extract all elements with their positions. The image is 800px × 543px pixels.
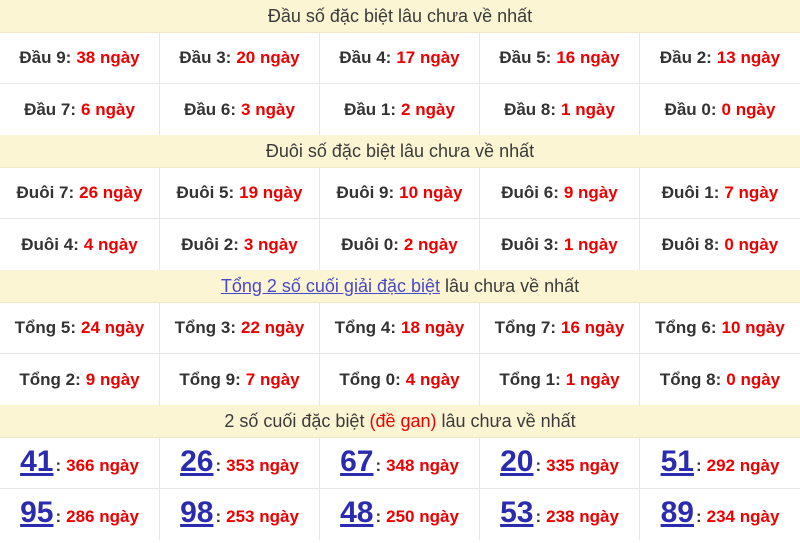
stat-label: Tổng 6: xyxy=(655,318,717,337)
stat-cell xyxy=(320,33,480,84)
gan-days: 335 ngày xyxy=(546,456,619,475)
stat-label: Tổng 3: xyxy=(174,318,237,337)
stat-cell xyxy=(0,168,160,219)
gan-cell xyxy=(320,489,480,540)
gan-cell xyxy=(0,438,160,489)
stat-label: Đầu 8: xyxy=(504,99,557,119)
stat-value: 13 ngày xyxy=(716,48,781,67)
stat-value: 2 ngày xyxy=(401,99,455,119)
gan-number-link[interactable]: 95 xyxy=(20,496,54,529)
gan-days: 286 ngày xyxy=(66,507,139,526)
gan-days: 253 ngày xyxy=(226,507,299,526)
stat-cell xyxy=(640,168,800,219)
gan-number-link[interactable]: 98 xyxy=(180,496,214,529)
gan-number-link[interactable]: 51 xyxy=(660,445,694,478)
stat-cell xyxy=(480,168,640,219)
stat-cell xyxy=(640,219,800,270)
section-tong-title-rest: lâu chưa về nhất xyxy=(440,275,580,296)
section-dau-grid xyxy=(0,33,800,135)
gan-days: 292 ngày xyxy=(706,456,780,475)
stat-label: Tổng 8: xyxy=(659,369,722,389)
stat-cell xyxy=(320,303,480,354)
colon: : xyxy=(695,456,702,475)
stat-cell xyxy=(480,354,640,405)
stat-cell xyxy=(640,84,800,135)
gan-cell xyxy=(640,489,800,540)
stat-cell xyxy=(480,84,640,135)
stat-label: Đuôi 6: xyxy=(501,183,559,202)
stat-label: Đuôi 1: xyxy=(661,183,720,202)
gan-days: 348 ngày xyxy=(386,456,459,475)
stat-cell xyxy=(320,219,480,270)
tong-2-so-cuoi-link[interactable]: Tổng 2 số cuối giải đặc biệt xyxy=(220,275,440,296)
stat-value: 17 ngày xyxy=(396,48,460,67)
stat-value: 10 ngày xyxy=(399,183,463,202)
gan-cell xyxy=(480,438,640,489)
stat-value: 1 ngày xyxy=(565,369,620,389)
stat-label: Đuôi 4: xyxy=(21,234,79,254)
stat-value: 18 ngày xyxy=(401,318,465,337)
stat-value: 26 ngày xyxy=(79,183,143,202)
section-tong-header xyxy=(0,270,800,303)
gan-number-link[interactable]: 48 xyxy=(340,496,374,529)
section-tong xyxy=(0,270,800,405)
colon: : xyxy=(375,507,382,526)
stat-label: Đuôi 8: xyxy=(661,234,720,254)
de-gan-red-label: (đề gan) xyxy=(369,410,437,431)
stat-value: 3 ngày xyxy=(241,99,295,119)
stat-label: Đầu 0: xyxy=(664,99,717,119)
stat-label: Đầu 9: xyxy=(19,48,72,67)
stat-cell xyxy=(0,33,160,84)
gan-days: 238 ngày xyxy=(546,507,619,526)
stat-label: Đầu 7: xyxy=(24,99,77,119)
stat-value: 20 ngày xyxy=(236,48,300,67)
stat-value: 16 ngày xyxy=(556,48,620,67)
stat-value: 1 ngày xyxy=(563,234,618,254)
stat-label: Đầu 2: xyxy=(659,48,712,67)
stat-label: Tổng 7: xyxy=(494,318,557,337)
section-duoi xyxy=(0,135,800,270)
stat-cell xyxy=(0,303,160,354)
stat-cell xyxy=(0,84,160,135)
stat-label: Đuôi 0: xyxy=(341,234,399,254)
stat-label: Đầu 6: xyxy=(184,99,237,119)
colon: : xyxy=(535,456,542,475)
section-dau-title: Đầu số đặc biệt lâu chưa về nhất xyxy=(267,5,533,26)
stat-label: Đuôi 9: xyxy=(336,183,395,202)
stat-label: Tổng 4: xyxy=(334,318,397,337)
colon: : xyxy=(695,507,702,526)
stat-value: 9 ngày xyxy=(85,369,140,389)
stat-value: 9 ngày xyxy=(563,183,618,202)
stat-value: 4 ngày xyxy=(405,369,460,389)
gan-days: 250 ngày xyxy=(386,507,459,526)
stat-cell xyxy=(320,84,480,135)
stat-cell xyxy=(640,354,800,405)
gan-cell xyxy=(160,489,320,540)
stat-cell xyxy=(160,219,320,270)
stat-value: 0 ngày xyxy=(726,369,781,389)
stat-value: 1 ngày xyxy=(561,99,615,119)
colon: : xyxy=(215,456,222,475)
stat-cell xyxy=(160,303,320,354)
section-de-gan-title-pre: 2 số cuối đặc biệt xyxy=(224,410,370,431)
stat-value: 16 ngày xyxy=(561,318,625,337)
stat-label: Tổng 9: xyxy=(179,369,241,389)
stat-value: 10 ngày xyxy=(721,318,785,337)
colon: : xyxy=(535,507,542,526)
stat-value: 6 ngày xyxy=(81,99,135,119)
stat-label: Đuôi 5: xyxy=(176,183,235,202)
stat-value: 7 ngày xyxy=(245,369,300,389)
stat-cell xyxy=(480,219,640,270)
stat-cell xyxy=(640,303,800,354)
stat-label: Tổng 0: xyxy=(339,369,401,389)
stat-label: Tổng 2: xyxy=(19,369,81,389)
stat-label: Đầu 3: xyxy=(179,48,232,67)
colon: : xyxy=(55,456,62,475)
stat-label: Đầu 1: xyxy=(344,99,397,119)
stat-value: 2 ngày xyxy=(403,234,458,254)
stat-label: Tổng 5: xyxy=(14,318,77,337)
stat-cell xyxy=(640,33,800,84)
section-dau xyxy=(0,0,800,135)
stat-label: Đầu 4: xyxy=(339,48,392,67)
gan-cell xyxy=(640,438,800,489)
stat-cell xyxy=(0,354,160,405)
section-duoi-grid xyxy=(0,168,800,270)
gan-cell xyxy=(480,489,640,540)
section-duoi-title: Đuôi số đặc biệt lâu chưa về nhất xyxy=(265,140,535,161)
stat-cell xyxy=(160,33,320,84)
stat-value: 19 ngày xyxy=(239,183,303,202)
stat-cell xyxy=(0,219,160,270)
gan-cell xyxy=(320,438,480,489)
stat-value: 7 ngày xyxy=(724,183,779,202)
stat-cell xyxy=(320,168,480,219)
section-de-gan xyxy=(0,405,800,540)
stat-label: Tổng 1: xyxy=(499,369,561,389)
gan-cell xyxy=(0,489,160,540)
stat-value: 0 ngày xyxy=(721,99,776,119)
gan-number-link[interactable]: 53 xyxy=(500,496,534,529)
stat-label: Đầu 5: xyxy=(499,48,552,67)
gan-days: 353 ngày xyxy=(226,456,299,475)
gan-number-link[interactable]: 41 xyxy=(20,445,54,478)
stat-cell xyxy=(480,303,640,354)
section-de-gan-grid xyxy=(0,438,800,540)
gan-number-link[interactable]: 20 xyxy=(500,445,534,478)
colon: : xyxy=(55,507,62,526)
gan-number-link[interactable]: 67 xyxy=(340,445,374,478)
stat-value: 4 ngày xyxy=(83,234,138,254)
stat-value: 22 ngày xyxy=(241,318,305,337)
stat-label: Đuôi 7: xyxy=(16,183,75,202)
gan-days: 234 ngày xyxy=(706,507,780,526)
section-tong-grid xyxy=(0,303,800,405)
stat-cell xyxy=(320,354,480,405)
stat-label: Đuôi 3: xyxy=(501,234,559,254)
stat-value: 38 ngày xyxy=(76,48,140,67)
section-dau-header xyxy=(0,0,800,33)
gan-number-link[interactable]: 89 xyxy=(660,496,694,529)
colon: : xyxy=(215,507,222,526)
section-de-gan-header xyxy=(0,405,800,438)
stat-value: 0 ngày xyxy=(724,234,779,254)
colon: : xyxy=(375,456,382,475)
gan-number-link[interactable]: 26 xyxy=(180,445,214,478)
stat-cell xyxy=(160,168,320,219)
stat-cell xyxy=(160,84,320,135)
stat-value: 3 ngày xyxy=(243,234,298,254)
stat-cell xyxy=(160,354,320,405)
stat-cell xyxy=(480,33,640,84)
section-duoi-header xyxy=(0,135,800,168)
stat-value: 24 ngày xyxy=(81,318,145,337)
section-de-gan-title-post: lâu chưa về nhất xyxy=(436,410,576,431)
gan-days: 366 ngày xyxy=(66,456,139,475)
stat-label: Đuôi 2: xyxy=(181,234,239,254)
gan-cell xyxy=(160,438,320,489)
